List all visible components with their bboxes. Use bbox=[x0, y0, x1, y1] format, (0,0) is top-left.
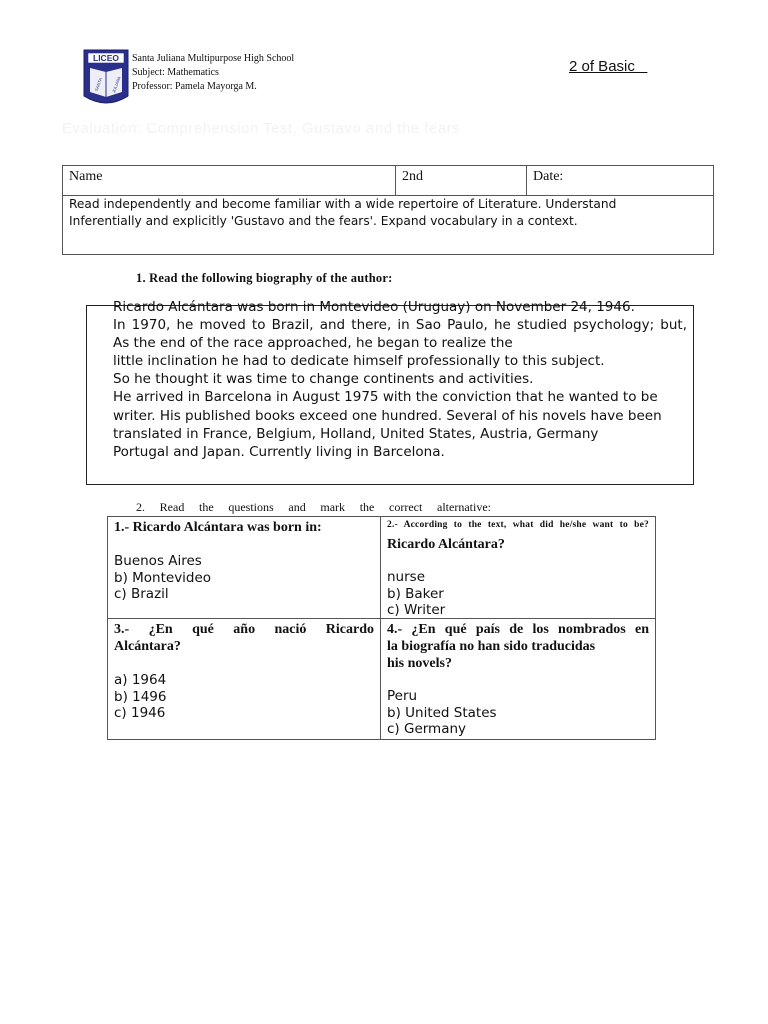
logo-top-text: LICEO bbox=[93, 53, 119, 63]
question-2 bbox=[381, 517, 655, 619]
option-b[interactable]: b) United States bbox=[387, 704, 497, 721]
question-title-line: his novels? bbox=[387, 656, 452, 671]
logo-left-text: SANTA bbox=[93, 77, 104, 92]
question-title: 1.- Ricardo Alcántara was born in: bbox=[114, 520, 322, 535]
date-field[interactable]: Date: bbox=[533, 169, 564, 184]
biography-line: He arrived in Barcelona in August 1975 with the conviction that he wanted to be bbox=[113, 389, 658, 406]
biography-line: writer. His published books exceed one hundred. Several of his novels have been bbox=[113, 407, 662, 424]
professor-label: Professor: Pamela Mayorga M. bbox=[132, 81, 257, 92]
question-4 bbox=[381, 619, 655, 739]
question-title: 4.- ¿En qué país de los nombrados en bbox=[387, 622, 649, 637]
option-b[interactable]: b) Baker bbox=[387, 585, 444, 602]
biography-line: translated in France, Belgium, Holland, United States, Austria, Germany bbox=[113, 425, 599, 442]
grade-label: 2 of Basic bbox=[569, 58, 648, 75]
option-c[interactable]: c) Germany bbox=[387, 721, 467, 737]
subject-label: Subject: Mathematics bbox=[132, 67, 219, 78]
biography-line: So he thought it was time to change continents and activities. bbox=[113, 371, 534, 388]
info-table-row bbox=[63, 166, 713, 196]
questions-table bbox=[107, 516, 656, 740]
question-options bbox=[114, 553, 374, 603]
question-3 bbox=[108, 619, 381, 739]
biography-line: Ricardo Alcántara was born in Montevideo (Uruguay) on November 24, 1946. bbox=[113, 299, 635, 315]
question-title-line: la biografía no han sido traducidas bbox=[387, 639, 596, 654]
option-b[interactable]: b) Montevideo bbox=[114, 569, 212, 586]
school-name: Santa Juliana Multipurpose High School bbox=[132, 53, 295, 64]
option-b[interactable]: b) 1496 bbox=[114, 688, 167, 705]
option-a[interactable]: nurse bbox=[387, 569, 426, 585]
info-table bbox=[62, 165, 714, 255]
option-a[interactable]: Buenos Aires bbox=[114, 553, 202, 569]
objective-line: Read independently and become familiar with a wide repertoire of Literature. Understand bbox=[69, 197, 617, 211]
option-a[interactable]: a) 1964 bbox=[114, 672, 167, 688]
question-title: 2.- According to the text, what did he/she want to be? bbox=[387, 520, 649, 530]
option-c[interactable]: c) 1946 bbox=[114, 705, 166, 721]
option-c[interactable]: c) Brazil bbox=[114, 586, 169, 602]
biography-line: little inclination he had to dedicate himself professionally to this subject. bbox=[113, 353, 605, 370]
school-logo bbox=[82, 48, 130, 108]
question-options bbox=[387, 688, 649, 738]
objective-text bbox=[63, 196, 713, 230]
faint-title: Evaluation: Comprehension Test, Gustavo and the fears bbox=[62, 120, 461, 137]
logo-right-text: JULIANA bbox=[111, 75, 122, 94]
biography-line: In 1970, he moved to Brazil, and there, in Sao Paulo, he studied psychology; but, bbox=[113, 317, 687, 334]
objective-line: Inferentially and explicitly 'Gustavo and the fears'. Expand vocabulary in a context. bbox=[69, 214, 578, 228]
question-title: 3.- ¿En qué año nació Ricardo bbox=[114, 622, 374, 637]
school-info bbox=[132, 52, 294, 94]
biography-line: Portugal and Japan. Currently living in Barcelona. bbox=[113, 443, 445, 460]
question-title-line: Ricardo Alcántara? bbox=[387, 537, 505, 552]
biography-line: As the end of the race approached, he began to realize the bbox=[113, 335, 513, 352]
question-title-line: Alcántara? bbox=[114, 639, 181, 654]
question-options bbox=[114, 672, 374, 722]
grade-field: 2nd bbox=[396, 166, 527, 196]
name-field[interactable]: Name bbox=[63, 166, 396, 196]
question-1 bbox=[108, 517, 381, 619]
instruction-biography: 1. Read the following biography of the author: bbox=[136, 271, 393, 285]
biography-text bbox=[113, 298, 687, 461]
option-a[interactable]: Peru bbox=[387, 688, 418, 704]
question-options bbox=[387, 569, 649, 619]
option-c[interactable]: c) Writer bbox=[387, 602, 446, 618]
instruction-questions: 2. Read the questions and mark the correct alternative: bbox=[136, 500, 491, 514]
